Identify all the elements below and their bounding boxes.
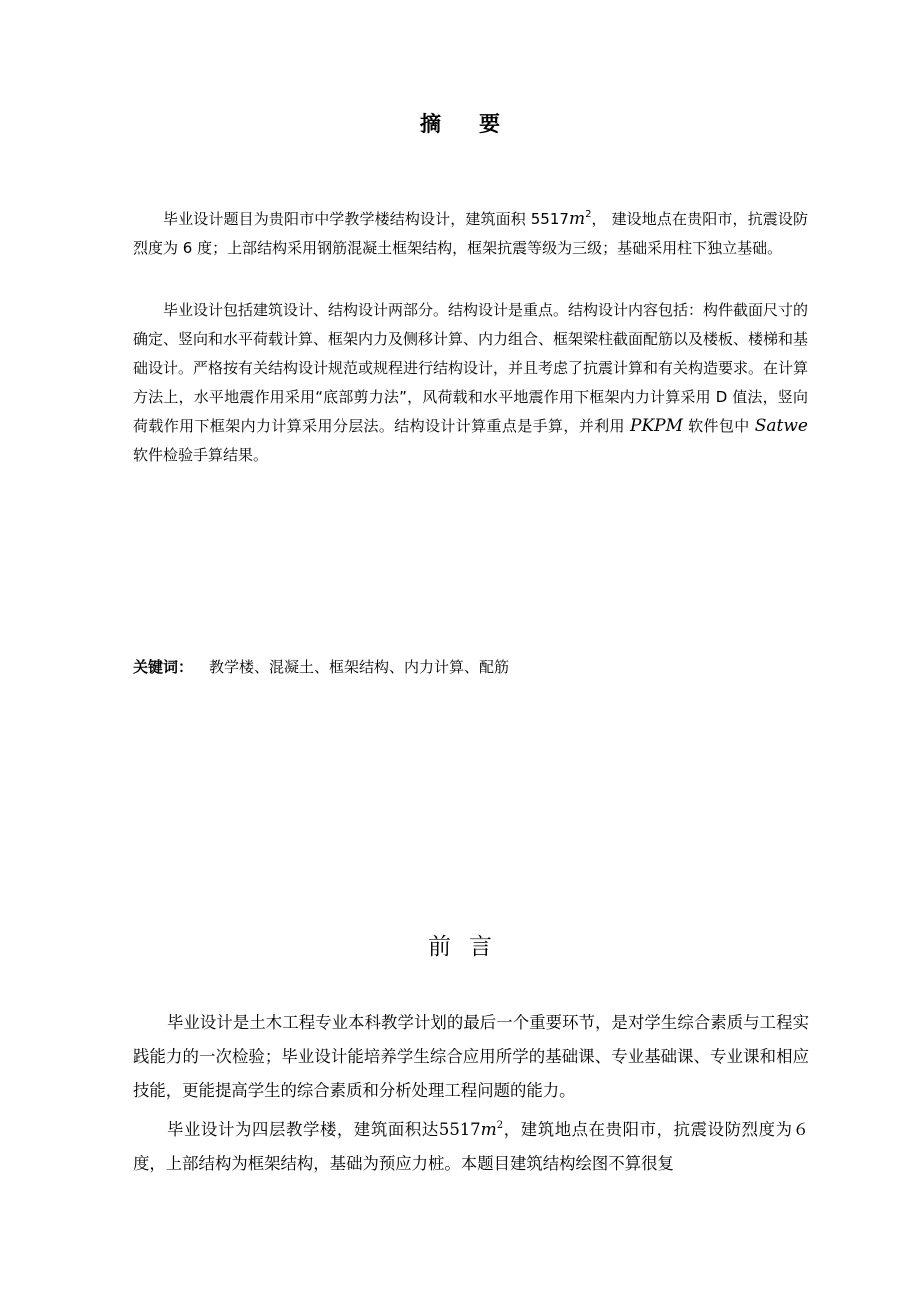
preface-p2-text-end: ，建筑地点在贵阳市，抗震设防烈度为６度，上部结构为框架结构，基础为预应力桩。本题目建筑结构绘图不算很复 — [133, 1120, 809, 1173]
keywords-list: 教学楼、混凝土、框架结构、内力计算、配筋 — [209, 658, 510, 676]
preface-paragraph-1 — [133, 1006, 809, 1108]
preface-area-unit: m — [480, 1120, 497, 1140]
preface-p2-text-start: 毕业设计为四层教学楼，建筑面积达5517 — [167, 1120, 481, 1139]
abstract-p2-text-start: 毕业设计包括建筑设计、结构设计两部分。结构设计是重点。结构设计内容包括：构件截面尺寸的确定、竖向和水平荷载计算、框架内力及侧移计算、内力组合、框架梁柱截面配筋以及楼板、楼梯和基础设计。严格按有关结构设计规范或规程进行结构设计，并且考虑了抗震计算和有关构造要求。在计算方法上，水平地震作用采用“底部剪力法”，风荷载和水平地震作用下框架内力计算采用 D 值法，竖向荷载作用下框架内力计算采用分层法。结构设计计算重点是手算，并利用 — [133, 301, 809, 435]
abstract-p1-text-start: 毕业设计题目为贵阳市中学教学楼结构设计，建筑面积 5517 — [163, 210, 569, 228]
keywords-label: 关键词： — [133, 658, 194, 676]
preface-title: 前言 — [428, 934, 510, 960]
abstract-p2-text-end: 软件检验手算结果。 — [133, 446, 269, 464]
abstract-p2-text-mid: 软件包中 — [683, 417, 755, 435]
preface-p1-text: 毕业设计是土木工程专业本科教学计划的最后一个重要环节，是对学生综合素质与工程实践能力的一次检验；毕业设计能培养学生综合应用所学的基础课、专业基础课、专业课和相应技能，更能提高学生的综合素质和分析处理工程问题的能力。 — [133, 1013, 809, 1100]
abstract-title: 摘要 — [420, 112, 538, 136]
software-satwe: Satwe — [754, 416, 808, 436]
abstract-paragraph-1 — [133, 200, 808, 263]
preface-paragraph-2 — [133, 1109, 809, 1181]
keywords-line — [133, 655, 808, 679]
abstract-paragraph-2 — [133, 296, 808, 470]
abstract-p1-text-end: ， 建设地点在贵阳市，抗震设防烈度为 6 度；上部结构采用钢筋混凝土框架结构，框架抗震等级为三级；基础采用柱下独立基础。 — [133, 210, 808, 257]
preface-area-unit-exponent: 2 — [496, 1120, 504, 1131]
area-unit: m — [568, 209, 586, 229]
software-pkpm: PKPM — [630, 416, 683, 436]
area-unit-exponent: 2 — [585, 209, 592, 220]
